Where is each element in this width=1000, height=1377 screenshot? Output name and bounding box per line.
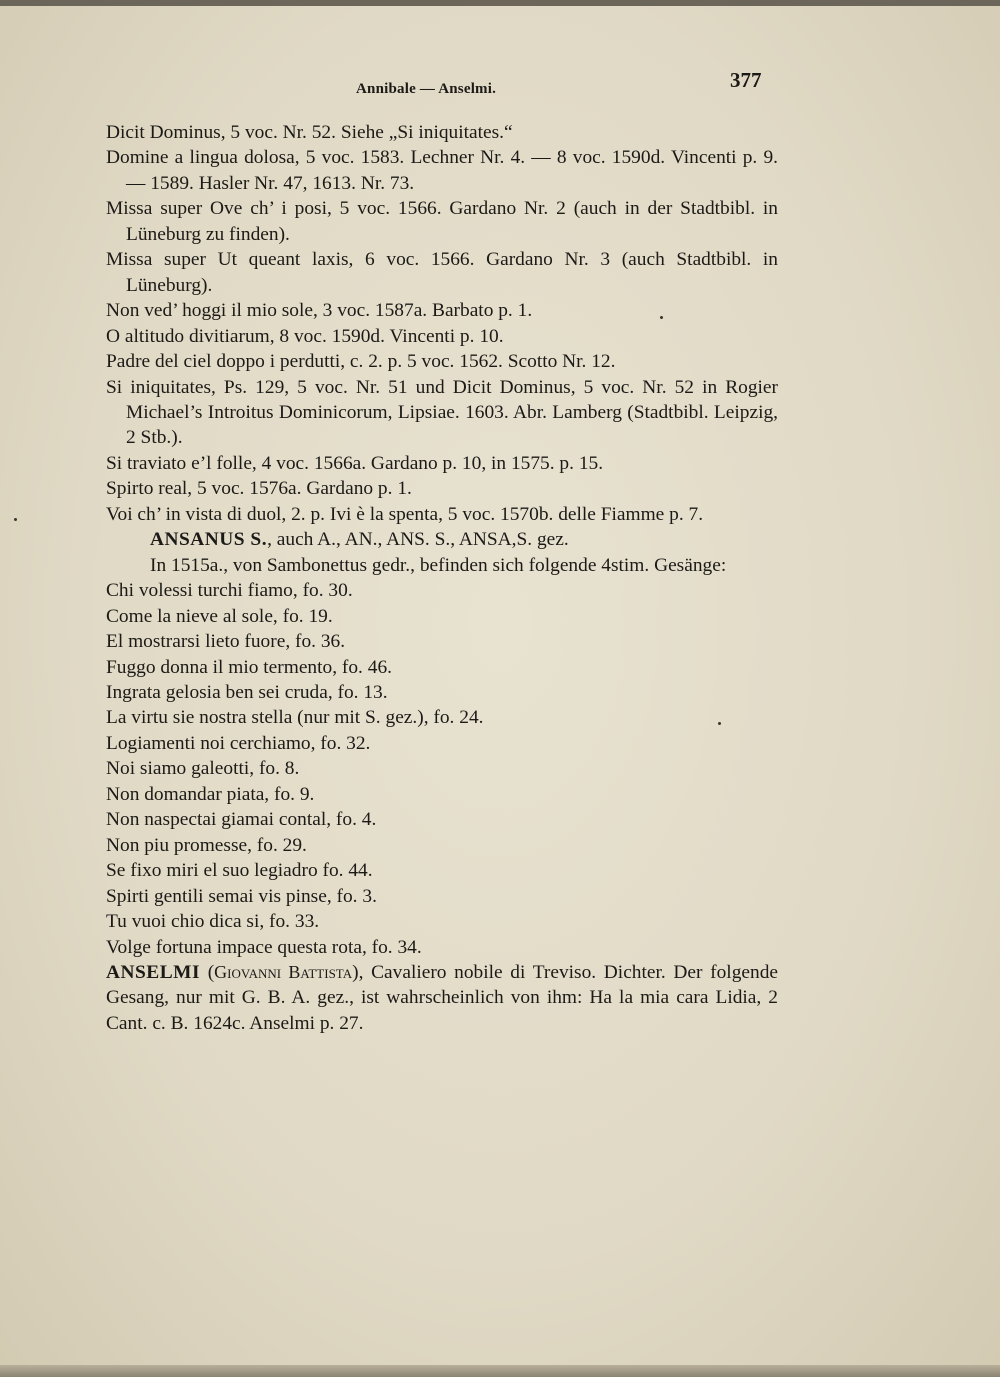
- speck-mark: [718, 722, 721, 725]
- list-item: Noi siamo galeotti, fo. 8.: [106, 758, 300, 780]
- anselmi-open: (: [200, 961, 215, 983]
- entry: Spirto real, 5 voc. 1576a. Gardano p. 1.: [106, 478, 412, 500]
- ansanus-name: ANSANUS S.: [150, 529, 268, 551]
- list-item: Ingrata gelosia ben sei cruda, fo. 13.: [106, 681, 388, 703]
- list-item: Spirti gentili semai vis pinse, fo. 3.: [106, 885, 377, 907]
- list-item: El mostrarsi lieto fuore, fo. 36.: [106, 631, 346, 653]
- anselmi-entry: [106, 960, 778, 1036]
- anselmi-text: ), Cavaliero nobile di Treviso. Dichter. Der folgende Gesang, nur mit G. B. A. gez., ist wahrscheinlich von ihm: Ha la mia cara Lidia, 2 Cant. c. B. 1624c. Anselmi p. 27.: [106, 961, 778, 1034]
- running-head: Annibale — Anselmi.: [356, 81, 497, 97]
- speck-mark: [660, 316, 663, 319]
- entry: Si iniquitates, Ps. 129, 5 voc. Nr. 51 und Dicit Dominus, 5 voc. Nr. 52 in Rogier Michael’s Introitus Dominicorum, Lipsiae. 1603. Abr. Lamberg (Stadtbibl. Leipzig, 2 Stb.).: [106, 376, 778, 449]
- entry: Dicit Dominus, 5 voc. Nr. 52. Siehe „Si iniquitates.“: [106, 122, 513, 143]
- list-item: Volge fortuna impace questa rota, fo. 34.: [106, 936, 422, 958]
- list-item: Non naspectai giamai contal, fo. 4.: [106, 809, 377, 831]
- list-item: Logiamenti noi cerchiamo, fo. 32.: [106, 732, 371, 754]
- page-number: 377: [730, 68, 762, 92]
- list-item: Chi volessi turchi fiamo, fo. 30.: [106, 580, 353, 602]
- list-item: La virtu sie nostra stella (nur mit S. gez.), fo. 24.: [106, 707, 484, 729]
- entry: Non ved’ hoggi il mio sole, 3 voc. 1587a. Barbato p. 1.: [106, 300, 533, 322]
- page-body: [106, 120, 778, 1036]
- list-item: Come la nieve al sole, fo. 19.: [106, 605, 333, 627]
- anselmi-name: ANSELMI: [106, 961, 201, 983]
- list-item: Non piu promesse, fo. 29.: [106, 834, 307, 856]
- ansanus-heading: [106, 527, 778, 552]
- entry: Missa super Ove ch’ i posi, 5 voc. 1566. Gardano Nr. 2 (auch in der Stadtbibl. in Lüneburg zu finden).: [106, 198, 778, 245]
- list-item: Se fixo miri el suo legiadro fo. 44.: [106, 860, 373, 882]
- ansanus-intro: In 1515a., von Sambonettus gedr., befinden sich folgende 4stim. Gesänge:: [150, 554, 727, 576]
- entry: Voi ch’ in vista di duol, 2. p. Ivi è la spenta, 5 voc. 1570b. delle Fiamme p. 7.: [106, 503, 704, 525]
- list-item: Fuggo donna il mio termento, fo. 46.: [106, 656, 392, 678]
- entry: Si traviato e’l folle, 4 voc. 1566a. Gardano p. 10, in 1575. p. 15.: [106, 452, 604, 474]
- entry: Domine a lingua dolosa, 5 voc. 1583. Lechner Nr. 4. — 8 voc. 1590d. Vincenti p. 9. — 1589. Hasler Nr. 47, 1613. Nr. 73.: [106, 147, 778, 194]
- entry: Missa super Ut queant laxis, 6 voc. 1566. Gardano Nr. 3 (auch Stadtbibl. in Lüneburg).: [106, 249, 778, 296]
- entry: Padre del ciel doppo i perdutti, c. 2. p. 5 voc. 1562. Scotto Nr. 12.: [106, 351, 616, 373]
- entry: O altitudo divitiarum, 8 voc. 1590d. Vincenti p. 10.: [106, 325, 504, 347]
- list-item: Non domandar piata, fo. 9.: [106, 783, 315, 805]
- song-list: [106, 578, 778, 960]
- anselmi-forename: Giovanni Battista: [214, 961, 353, 982]
- speck-mark: [14, 518, 17, 521]
- list-item: Tu vuoi chio dica si, fo. 33.: [106, 911, 320, 933]
- ansanus-aliases: , auch A., AN., ANS. S., ANSA,S. gez.: [267, 529, 569, 551]
